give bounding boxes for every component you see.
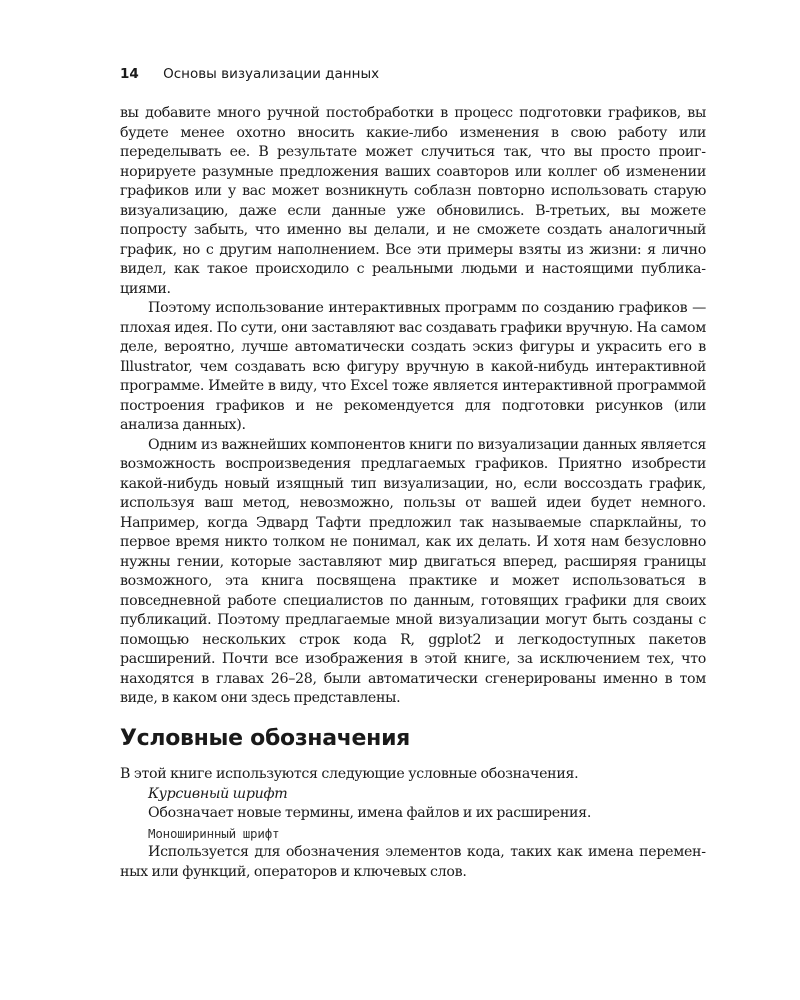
convention-description-italic: Обозначает новые термины, имена файлов и их расширения. <box>148 805 592 821</box>
convention-term-italic: Курсивный шрифт <box>148 785 288 802</box>
conventions-section <box>120 765 706 882</box>
convention-description-monospace: Используется для обозначения элементов кода, таких как имена переменных или функций, операторов и ключевых слов. <box>120 844 706 880</box>
body-text <box>120 104 706 709</box>
paragraph-continuation: вы добавите много ручной постобработки в процесс подготовки графиков, вы будете менее охотно вносить какие-либо изменения в свою работу или переделывать ее. В результате может случиться так, что вы просто проигнорируете разумные предложения ваших соавторов или коллег об изменении графиков или у вас может возникнуть соблазн повторно использовать старую визуализацию, даже если данные уже обновились. В-третьих, вы можете попросту забыть, что именно вы делали, и не сможете создать аналогичный график, но с другим наполнением. Все эти примеры взяты из жизни: я лично видел, как такое происходило с реальными людьми и настоящими публикациями. <box>120 105 706 297</box>
running-title: Основы визуализации данных <box>163 66 380 82</box>
page-number: 14 <box>120 66 139 82</box>
section-heading-conventions: Условные обозначения <box>120 726 411 751</box>
page-header <box>120 66 379 82</box>
convention-term-monospace: Моноширинный шрифт <box>148 825 280 841</box>
paragraph-interactive-programs: Поэтому использование интерактивных программ по созданию графиков — плохая идея. По сути, они заставляют вас создавать графики вручную. На самом деле, вероятно, лучше автоматически создать эскиз фигуры и украсить его в Illustrator, чем создавать всю фигуру вручную в какой-нибудь интерактивной программе. Имейте в виду, что Excel тоже является интерактивной программой построения графиков и не рекомендуется для подготовки рисунков (или анализа данных). <box>120 300 706 433</box>
conventions-intro: В этой книге используются следующие условные обозначения. <box>120 766 579 782</box>
paragraph-reproducibility: Одним из важнейших компонентов книги по визуализации данных является возможность воспроизведения предлагаемых графиков. Приятно изобрести какой-нибудь новый изящный тип визуализации, но, если воссоздать график, используя ваш метод, невозможно, пользы от вашей идеи будет немного. Например, когда Эдвард Тафти предложил так называемые спарклайны, то первое время никто толком не понимал, как их делать. И хотя нам безусловно нужны гении, которые заставляют мир двигаться вперед, расширяя границы возможного, эта книга посвящена практике и может использоваться в повседневной работе специалистов по данным, готовящих графики для своих публикаций. Поэтому предлагаемые мной визуализации могут быть созданы с помощью нескольких строк кода R, ggplot2 и легкодоступных пакетов расширений. Почти все изображения в этой книге, за исключением тех, что находятся в главах 26–28, были автоматически сгенерированы именно в том виде, в каком они здесь представлены. <box>120 436 706 706</box>
